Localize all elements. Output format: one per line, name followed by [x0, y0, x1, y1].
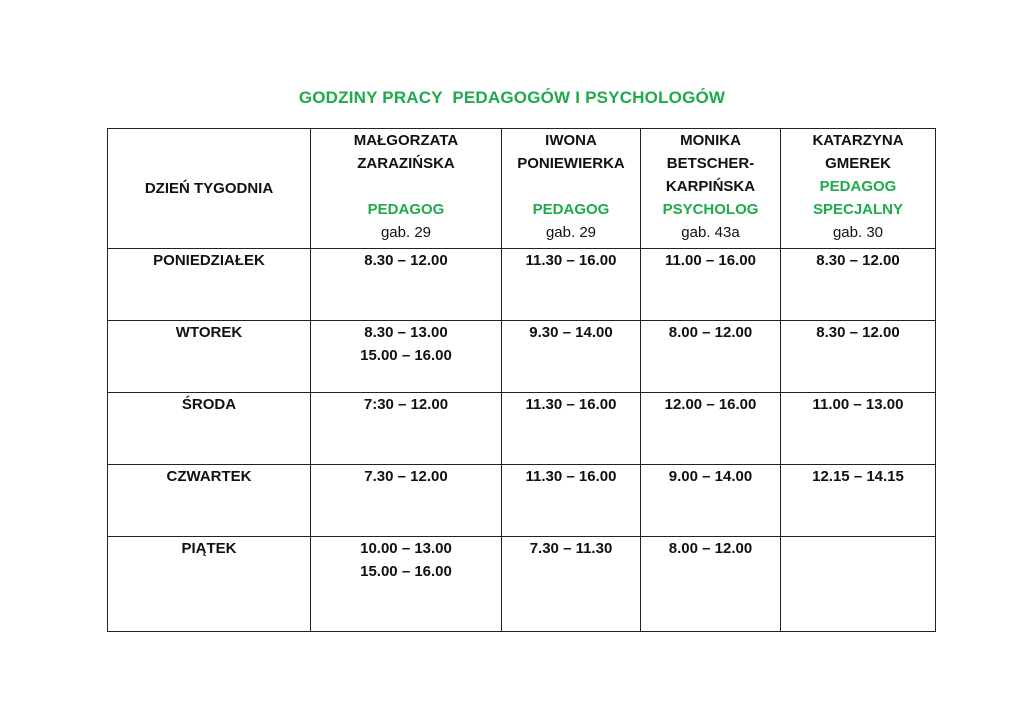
person-room: gab. 29: [545, 224, 597, 241]
day-cell: CZWARTEK: [108, 465, 311, 537]
hours-cell: [781, 537, 936, 632]
person-role: PEDAGOG: [367, 201, 445, 218]
person-room: gab. 29: [380, 224, 432, 241]
person-header-poniewierka: [502, 129, 641, 249]
person-room: gab. 43a: [681, 224, 740, 241]
person-name: MONIKA BETSCHER- KARPIŃSKA: [665, 132, 756, 195]
hours-cell: 8.30 – 12.00: [781, 249, 936, 321]
header-spacer: [502, 175, 640, 198]
hours-cell: 7.30 – 11.30: [502, 537, 641, 632]
day-cell: PONIEDZIAŁEK: [108, 249, 311, 321]
header-row: [108, 129, 936, 249]
person-header-betscher-karpinska: [641, 129, 781, 249]
hours-cell: 11.00 – 16.00: [641, 249, 781, 321]
hours-cell: 8.30 – 12.00: [311, 249, 502, 321]
hours-cell: 11.30 – 16.00: [502, 393, 641, 465]
hours-cell: 12.00 – 16.00: [641, 393, 781, 465]
hours-cell: 7.30 – 12.00: [311, 465, 502, 537]
day-cell: PIĄTEK: [108, 537, 311, 632]
person-role: PSYCHOLOG: [662, 201, 759, 218]
person-name: KATARZYNA GMEREK: [812, 132, 904, 172]
hours-cell: 8.00 – 12.00: [641, 321, 781, 393]
hours-cell: 7:30 – 12.00: [311, 393, 502, 465]
day-cell: ŚRODA: [108, 393, 311, 465]
table-row-poniedzialek: [108, 249, 936, 321]
table-row-piatek: [108, 537, 936, 632]
page-title: GODZINY PRACY PEDAGOGÓW I PSYCHOLOGÓW: [298, 88, 726, 107]
hours-cell: 12.15 – 14.15: [781, 465, 936, 537]
person-role: PEDAGOG SPECJALNY: [812, 178, 904, 218]
hours-cell: 8.00 – 12.00: [641, 537, 781, 632]
table-row-wtorek: [108, 321, 936, 393]
hours-cell: 9.30 – 14.00: [502, 321, 641, 393]
hours-cell: 8.30 – 13.00 15.00 – 16.00: [311, 321, 502, 393]
hours-cell: 8.30 – 12.00: [781, 321, 936, 393]
hours-cell: 9.00 – 14.00: [641, 465, 781, 537]
person-header-zarazinska: [311, 129, 502, 249]
day-cell: WTOREK: [108, 321, 311, 393]
schedule-table: [107, 128, 936, 632]
day-column-header: DZIEŃ TYGODNIA: [108, 129, 311, 249]
hours-cell: 11.30 – 16.00: [502, 249, 641, 321]
hours-cell: 10.00 – 13.00 15.00 – 16.00: [311, 537, 502, 632]
hours-cell: 11.30 – 16.00: [502, 465, 641, 537]
person-header-gmerek: [781, 129, 936, 249]
person-room: gab. 30: [832, 224, 884, 241]
person-role: PEDAGOG: [532, 201, 610, 218]
table-row-czwartek: [108, 465, 936, 537]
person-name: IWONA PONIEWIERKA: [517, 132, 625, 172]
person-name: MAŁGORZATA ZARAZIŃSKA: [353, 132, 459, 172]
header-spacer: [311, 175, 501, 198]
hours-cell: 11.00 – 13.00: [781, 393, 936, 465]
table-row-sroda: [108, 393, 936, 465]
